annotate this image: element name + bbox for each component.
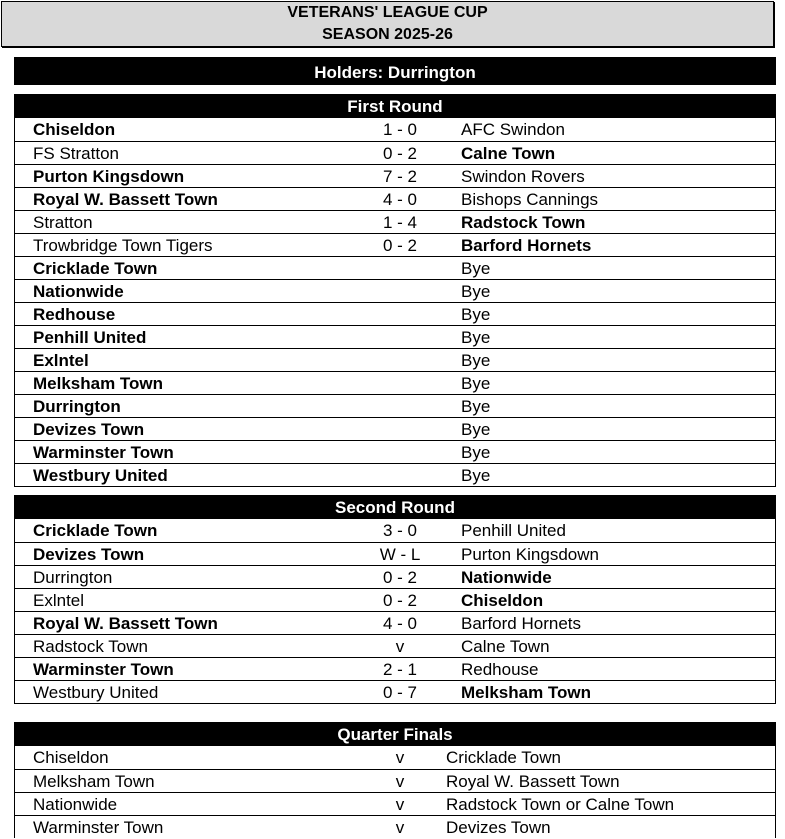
score: v — [395, 795, 405, 814]
away-team: Calne Town — [461, 637, 550, 656]
first-round-section — [14, 94, 776, 487]
fixture-row — [15, 210, 775, 233]
score: 4 - 0 — [382, 614, 418, 633]
fixture-row — [15, 746, 775, 769]
away-team: Bishops Cannings — [461, 190, 599, 209]
home-team: Nationwide — [33, 795, 118, 814]
home-team: Royal W. Bassett Town — [33, 190, 218, 209]
fixture-row — [15, 233, 775, 256]
away-team: Radstock Town — [461, 213, 586, 232]
fixture-row — [15, 325, 775, 348]
fixture-row — [15, 417, 775, 440]
away-team: Bye — [461, 466, 491, 485]
away-team: Chiseldon — [461, 591, 544, 610]
home-team: Penhill United — [33, 328, 147, 347]
score: 0 - 2 — [382, 591, 418, 610]
home-team: Warminster Town — [33, 818, 164, 837]
fixture-row — [15, 769, 775, 792]
score: 1 - 0 — [382, 120, 418, 139]
home-team: Cricklade Town — [33, 259, 158, 278]
score: W - L — [379, 545, 421, 564]
fixture-row — [15, 187, 775, 210]
score: 1 - 4 — [382, 213, 418, 232]
second-round-heading: Second Round — [15, 496, 775, 519]
home-team: Warminster Town — [33, 443, 174, 462]
quarter-finals-section — [14, 722, 776, 838]
home-team: Radstock Town — [33, 637, 148, 656]
score: v — [395, 637, 405, 656]
home-team: Westbury United — [33, 466, 168, 485]
score: v — [395, 818, 405, 837]
away-team: Penhill United — [461, 521, 566, 540]
fixture-row — [15, 519, 775, 542]
away-team: Bye — [461, 374, 491, 393]
away-team: AFC Swindon — [461, 120, 565, 139]
away-team: Royal W. Bassett Town — [446, 772, 620, 791]
fixture-row — [15, 680, 775, 703]
holders-banner: Holders: Durrington — [14, 57, 776, 85]
away-team: Bye — [461, 397, 491, 416]
fixture-row — [15, 302, 775, 325]
away-team: Bye — [461, 420, 491, 439]
home-team: FS Stratton — [33, 144, 119, 163]
home-team: Warminster Town — [33, 660, 174, 679]
competition-title: VETERANS' LEAGUE CUP — [287, 4, 488, 21]
home-team: Devizes Town — [33, 545, 145, 564]
home-team: Redhouse — [33, 305, 116, 324]
score: 2 - 1 — [382, 660, 418, 679]
away-team: Redhouse — [461, 660, 539, 679]
home-team: Chiseldon — [33, 748, 109, 767]
home-team: Durrington — [33, 568, 113, 587]
second-round-section — [14, 495, 776, 704]
home-team: Westbury United — [33, 683, 159, 702]
home-team: Chiseldon — [33, 120, 116, 139]
score: 0 - 2 — [382, 144, 418, 163]
fixture-row — [15, 792, 775, 815]
fixture-row — [15, 141, 775, 164]
away-team: Barford Hornets — [461, 614, 581, 633]
fixture-row — [15, 348, 775, 371]
home-team: Devizes Town — [33, 420, 145, 439]
away-team: Bye — [461, 443, 491, 462]
score: 4 - 0 — [382, 190, 418, 209]
fixture-row — [15, 279, 775, 302]
score: v — [395, 772, 405, 791]
home-team: Stratton — [33, 213, 93, 232]
fixture-row — [15, 256, 775, 279]
away-team: Calne Town — [461, 144, 556, 163]
home-team: Exlntel — [33, 351, 89, 370]
fixture-row — [15, 657, 775, 680]
quarter-finals-heading: Quarter Finals — [15, 723, 775, 746]
home-team: Purton Kingsdown — [33, 167, 185, 186]
away-team: Devizes Town — [446, 818, 551, 837]
away-team: Melksham Town — [461, 683, 592, 702]
fixture-row — [15, 815, 775, 838]
home-team: Melksham Town — [33, 772, 155, 791]
fixture-row — [15, 565, 775, 588]
away-team: Radstock Town or Calne Town — [446, 795, 675, 814]
away-team: Purton Kingsdown — [461, 545, 599, 564]
score: 0 - 2 — [382, 236, 418, 255]
fixture-row — [15, 588, 775, 611]
fixture-row — [15, 394, 775, 417]
fixture-row — [15, 118, 775, 141]
away-team: Bye — [461, 351, 491, 370]
score: 0 - 7 — [382, 683, 418, 702]
away-team: Nationwide — [461, 568, 552, 587]
score: 0 - 2 — [382, 568, 418, 587]
away-team: Bye — [461, 259, 491, 278]
fixture-row — [15, 611, 775, 634]
fixture-row — [15, 371, 775, 394]
fixture-row — [15, 164, 775, 187]
home-team: Trowbridge Town Tigers — [33, 236, 213, 255]
season-title: SEASON 2025-26 — [322, 26, 453, 43]
home-team: Nationwide — [33, 282, 124, 301]
fixture-row — [15, 440, 775, 463]
away-team: Bye — [461, 328, 491, 347]
away-team: Bye — [461, 282, 491, 301]
fixture-row — [15, 542, 775, 565]
home-team: Durrington — [33, 397, 121, 416]
away-team: Cricklade Town — [446, 748, 561, 767]
away-team: Barford Hornets — [461, 236, 592, 255]
fixture-row — [15, 463, 775, 486]
score: 3 - 0 — [382, 521, 418, 540]
fixture-row — [15, 634, 775, 657]
home-team: Cricklade Town — [33, 521, 158, 540]
score: v — [395, 748, 405, 767]
away-team: Bye — [461, 305, 491, 324]
title-box — [1, 1, 774, 47]
home-team: Royal W. Bassett Town — [33, 614, 218, 633]
away-team: Swindon Rovers — [461, 167, 585, 186]
first-round-heading: First Round — [15, 95, 775, 118]
home-team: Exlntel — [33, 591, 85, 610]
score: 7 - 2 — [382, 167, 418, 186]
home-team: Melksham Town — [33, 374, 164, 393]
